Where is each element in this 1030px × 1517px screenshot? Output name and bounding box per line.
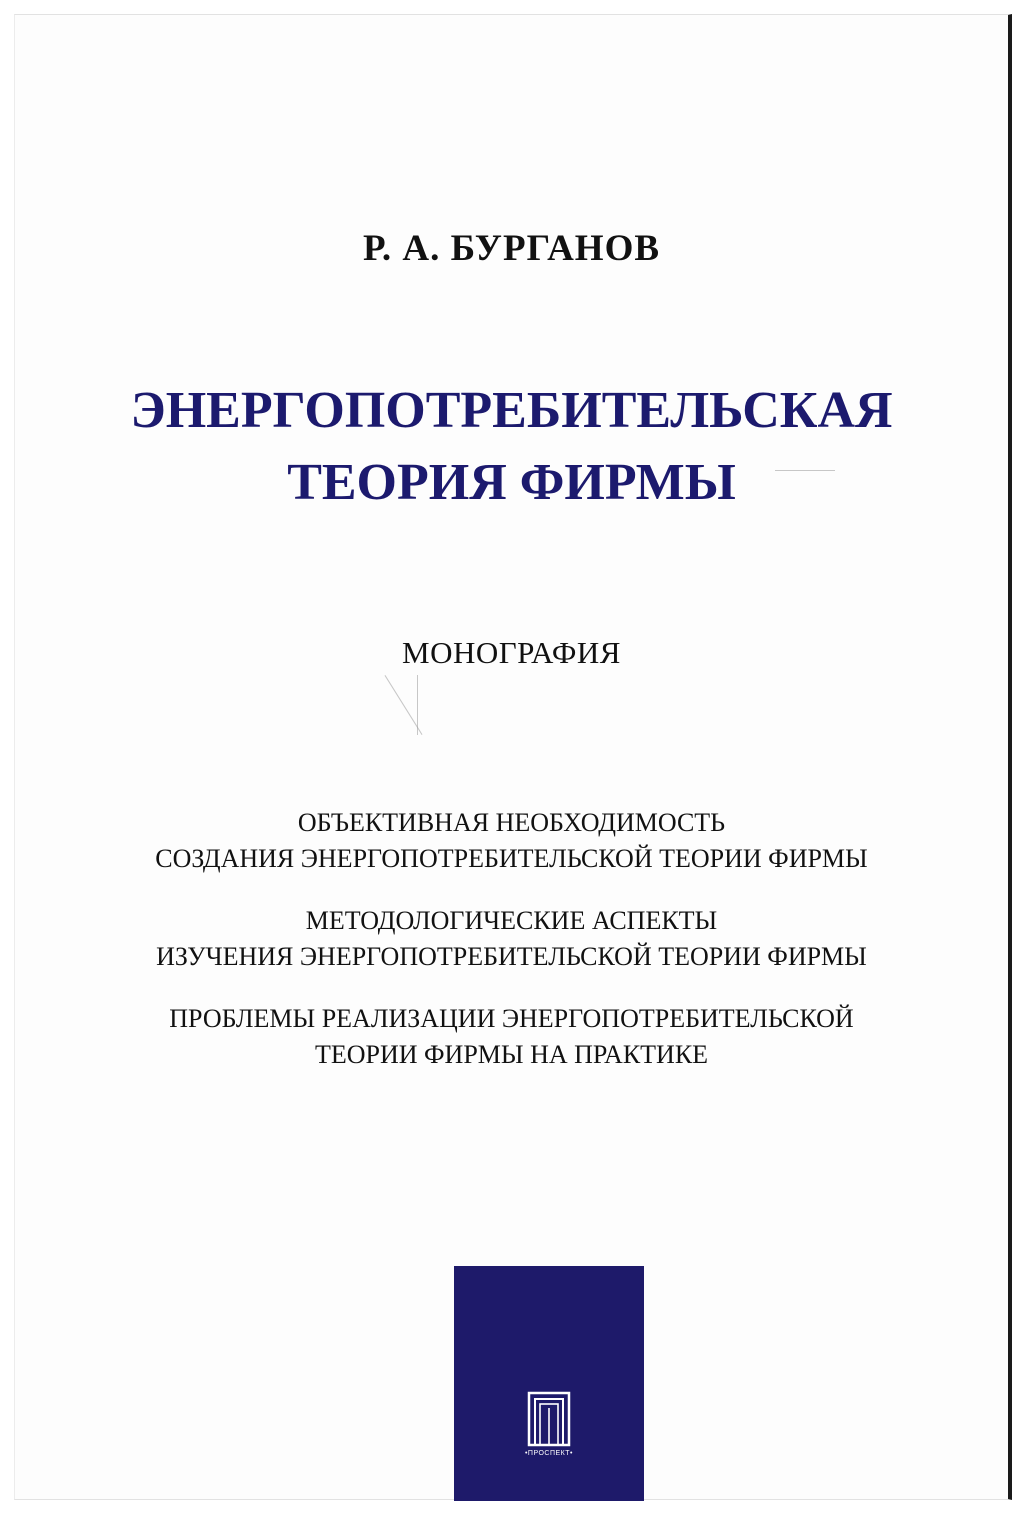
- topic-line: ТЕОРИИ ФИРМЫ НА ПРАКТИКЕ: [314, 1040, 709, 1069]
- topic-item: [15, 1001, 1008, 1073]
- topics-list: [15, 805, 1008, 1099]
- topic-line: СОЗДАНИЯ ЭНЕРГОПОТРЕБИТЕЛЬСКОЙ ТЕОРИИ ФИРМЫ: [155, 844, 868, 873]
- publisher-block: [454, 1266, 644, 1501]
- building-columns-icon: [519, 1391, 579, 1447]
- book-subtitle: МОНОГРАФИЯ: [402, 635, 621, 670]
- publisher-logo: [519, 1391, 579, 1461]
- topic-line: ОБЪЕКТИВНАЯ НЕОБХОДИМОСТЬ: [297, 808, 726, 837]
- author-name: Р. А. БУРГАНОВ: [362, 228, 661, 269]
- topic-item: [15, 903, 1008, 975]
- book-cover: [14, 14, 1012, 1500]
- topic-line: ИЗУЧЕНИЯ ЭНЕРГОПОТРЕБИТЕЛЬСКОЙ ТЕОРИИ ФИРМЫ: [156, 942, 867, 971]
- publisher-name: •ПРОСПЕКТ•: [524, 1450, 573, 1457]
- book-title-line: ТЕОРИЯ ФИРМЫ: [287, 454, 736, 511]
- topic-item: [15, 805, 1008, 877]
- scratch-mark: [417, 675, 418, 735]
- book-title-line: ЭНЕРГОПОТРЕБИТЕЛЬСКАЯ: [130, 382, 893, 439]
- topic-line: ПРОБЛЕМЫ РЕАЛИЗАЦИИ ЭНЕРГОПОТРЕБИТЕЛЬСКОЙ: [169, 1004, 854, 1033]
- book-title: [15, 375, 1008, 519]
- topic-line: МЕТОДОЛОГИЧЕСКИЕ АСПЕКТЫ: [305, 906, 718, 935]
